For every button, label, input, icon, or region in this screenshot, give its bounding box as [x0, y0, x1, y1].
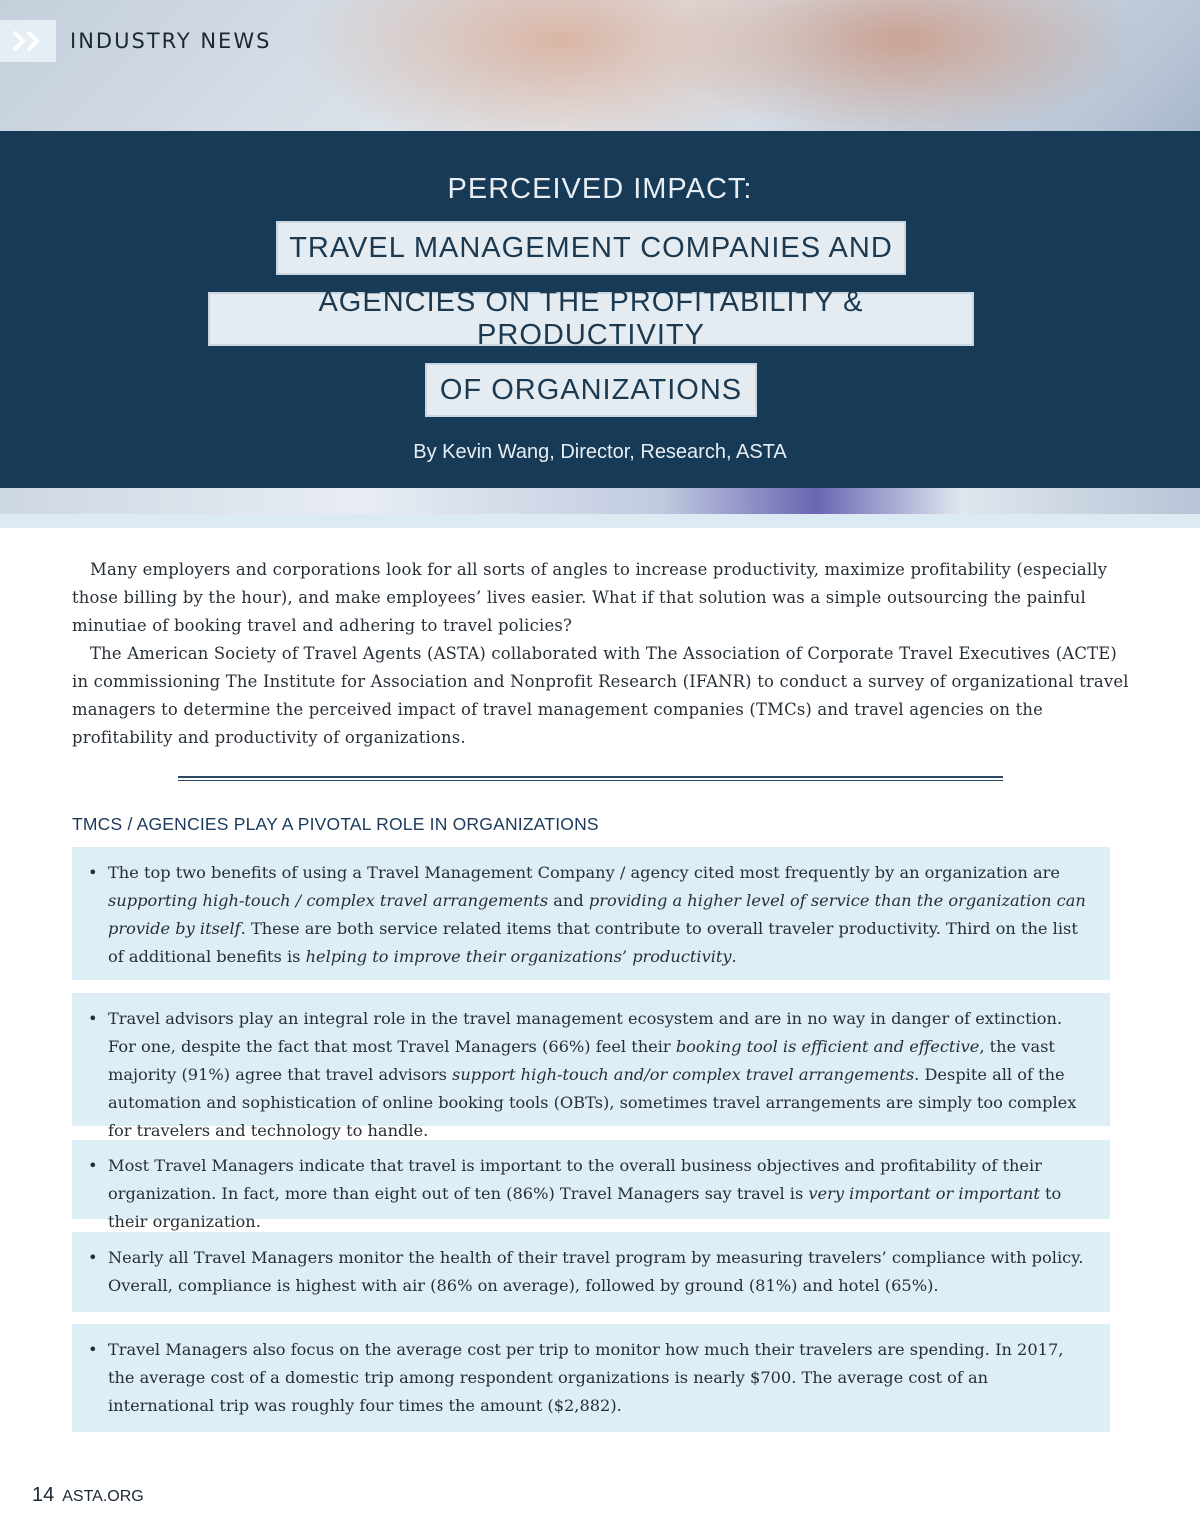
page-footer — [32, 1484, 144, 1507]
bullet-text-run: and — [548, 891, 589, 910]
bullet-text-run: to their organization. — [108, 1184, 1062, 1231]
bullet-text-run: Most Travel Managers indicate that travel is important to the overall business objectives and profitability of their organization. In fact, more than eight out of ten (86%) Travel Managers say travel is — [108, 1156, 1042, 1203]
intro-paragraph: The American Society of Travel Agents (ASTA) collaborated with The Association of Corporate Travel Executives (ACTE) in commissioning The Institute for Association and Nonprofit Research (IFANR) to conduct a survey of organizational travel managers to determine the perceived impact of travel management companies (TMCs) and travel agencies on the profitability and productivity of organizations. — [72, 644, 1129, 747]
title-line-3: OF ORGANIZATIONS — [425, 363, 757, 417]
bullet-item — [88, 1152, 1092, 1236]
bullet-text-emphasis: booking tool is efficient and effective — [675, 1037, 980, 1056]
byline: By Kevin Wang, Director, Research, ASTA — [413, 441, 787, 463]
bullet-text-run: The top two benefits of using a Travel Management Company / agency cited most frequently by an organization are — [108, 863, 1060, 882]
bullet-text-run: Nearly all Travel Managers monitor the health of their travel program by measuring travelers’ compliance with policy. Overall, compliance is highest with air (86% on average), followed by ground (81%) and hotel (65%). — [108, 1248, 1084, 1295]
bullet-text-emphasis: supporting high-touch / complex travel arrangements — [108, 891, 549, 910]
bullet-text — [108, 1152, 1092, 1236]
bullet-item — [88, 1244, 1092, 1300]
title-line-1: TRAVEL MANAGEMENT COMPANIES AND — [276, 221, 906, 275]
bullet-text-emphasis: providing a higher level of service than the organization can provide by itself — [108, 891, 1086, 938]
bullet-item — [88, 1005, 1092, 1145]
bullet-box — [72, 847, 1110, 980]
bullet-text — [108, 1244, 1092, 1300]
bullet-text-emphasis: helping to improve their organizations’ productivity — [305, 947, 732, 966]
bullet-text — [108, 1005, 1092, 1145]
bullet-text-emphasis: support high-touch and/or complex travel arrangements — [452, 1065, 915, 1084]
bullet-box — [72, 1140, 1110, 1231]
bullet-dot-icon: • — [88, 863, 98, 882]
double-chevron-icon — [0, 20, 56, 62]
bullet-dot-icon: • — [88, 1340, 98, 1359]
bullet-dot-icon: • — [88, 1009, 98, 1028]
section-tag-label: INDUSTRY NEWS — [70, 29, 272, 53]
bullet-text-run: . Despite all of the automation and sophistication of online booking tools (OBTs), sometimes travel arrangements are simply too complex for travelers and technology to handle. — [108, 1065, 1077, 1140]
bullet-item — [88, 1336, 1092, 1420]
section-divider — [178, 776, 1003, 781]
intro-text — [72, 556, 1132, 752]
bullet-text-run: . — [731, 947, 737, 966]
bullet-item — [88, 859, 1092, 971]
bullet-box — [72, 993, 1110, 1140]
bullet-text-run: . These are both service related items that contribute to overall traveler productivity. Third on the list of additional benefits is — [108, 919, 1078, 966]
bullet-text-run: , the vast majority (91%) agree that travel advisors — [108, 1037, 1055, 1084]
hero-banner — [0, 0, 1200, 528]
section-tag — [0, 20, 271, 62]
bullet-text-emphasis: very important or important — [808, 1184, 1040, 1203]
bullet-box — [72, 1324, 1110, 1432]
bullet-box — [72, 1232, 1110, 1312]
hero-bottom-band — [0, 514, 1200, 528]
site-link[interactable]: ASTA.ORG — [62, 1488, 144, 1505]
hero-photo-strip — [0, 488, 1200, 514]
bullet-text — [108, 1336, 1092, 1420]
title-kicker: PERCEIVED IMPACT: — [447, 173, 753, 205]
section-heading: TMCS / AGENCIES PLAY A PIVOTAL ROLE IN ORGANIZATIONS — [72, 814, 599, 834]
title-line-2: AGENCIES ON THE PROFITABILITY & PRODUCTIVITY — [208, 292, 974, 346]
bullet-text-run: Travel Managers also focus on the average cost per trip to monitor how much their travelers are spending. In 2017, the average cost of a domestic trip among respondent organizations is nearly $700. The average cost of an international trip was roughly four times the amount ($2,882). — [108, 1340, 1064, 1415]
bullet-text — [108, 859, 1092, 971]
bullet-dot-icon: • — [88, 1156, 98, 1175]
intro-paragraph: Many employers and corporations look for all sorts of angles to increase productivity, maximize profitability (especially those billing by the hour), and make employees’ lives easier. What if that solution was a simple outsourcing the painful minutiae of booking travel and adhering to travel policies? — [72, 560, 1108, 635]
page-number: 14 — [32, 1484, 55, 1506]
bullet-text-run: Travel advisors play an integral role in the travel management ecosystem and are in no way in danger of extinction. For one, despite the fact that most Travel Managers (66%) feel their — [108, 1009, 1063, 1056]
bullet-dot-icon: • — [88, 1248, 98, 1267]
